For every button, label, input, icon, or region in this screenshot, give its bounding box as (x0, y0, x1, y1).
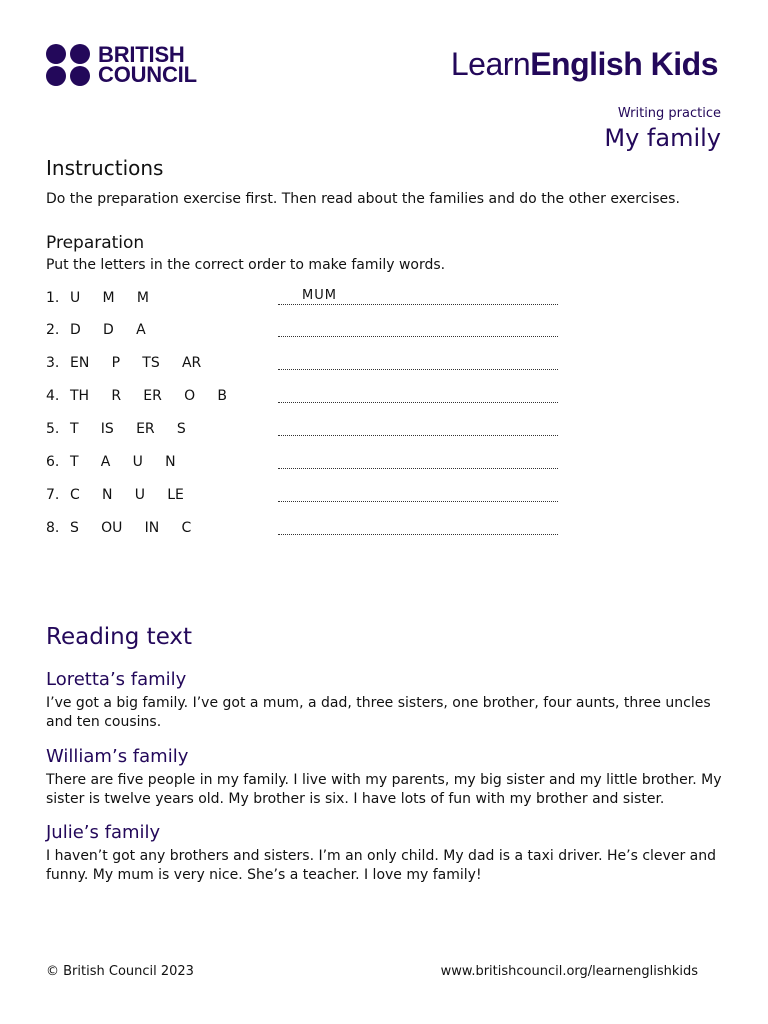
preparation-heading: Preparation (46, 233, 145, 253)
story-text: I’ve got a big family. I’ve got a mum, a dad, three sisters, one brother, four aunts, three uncles and ten cousins. (46, 695, 711, 730)
exercise-row (46, 322, 558, 344)
exercise-row (46, 421, 558, 443)
scrambled-letters: TH R ER O B (70, 388, 228, 404)
item-number: 2. (46, 322, 60, 338)
answer-line[interactable] (278, 534, 558, 535)
british-council-logo (46, 44, 197, 86)
item-number: 1. (46, 290, 60, 306)
logo-line-2: COUNCIL (98, 62, 197, 87)
item-number: 4. (46, 388, 60, 404)
answer-line[interactable] (278, 336, 558, 337)
scrambled-letters: T IS ER S (70, 421, 186, 437)
answer-line[interactable] (278, 304, 558, 305)
story-text: There are five people in my family. I live with my parents, my big sister and my little brother. My sister is twelve years old. My brother is six. I have lots of fun with my brother and sister. (46, 772, 722, 807)
learnenglishkids-logo (451, 46, 718, 83)
exercise-row (46, 388, 558, 410)
item-number: 7. (46, 487, 60, 503)
scrambled-letters: S OU IN C (70, 520, 192, 536)
story-title: William’s family (46, 746, 189, 767)
answer-line[interactable] (278, 501, 558, 502)
footer-url[interactable]: www.britishcouncil.org/learnenglishkids (440, 964, 698, 979)
page-subtitle: Writing practice (617, 106, 721, 121)
scrambled-letters: D D A (70, 322, 146, 338)
brand-part-1: Learn (450, 46, 531, 82)
instructions-heading: Instructions (46, 156, 164, 180)
logo-dots-icon (46, 44, 90, 86)
scrambled-letters: T A U N (70, 454, 176, 470)
exercise-row (46, 454, 558, 476)
answer-line[interactable] (278, 402, 558, 403)
scrambled-letters: U M M (70, 290, 149, 306)
story-text: I haven’t got any brothers and sisters. I’m an only child. My dad is a taxi driver. He’s clever and funny. My mum is very nice. She’s a teacher. I love my family! (46, 848, 716, 883)
answer-line[interactable] (278, 468, 558, 469)
item-number: 8. (46, 520, 60, 536)
reading-heading: Reading text (46, 624, 193, 650)
instructions-text: Do the preparation exercise first. Then read about the families and do the other exercises. (46, 191, 680, 207)
answer-line[interactable] (278, 369, 558, 370)
brand-part-2: English Kids (530, 46, 718, 82)
item-number: 3. (46, 355, 60, 371)
preparation-text: Put the letters in the correct order to make family words. (46, 257, 446, 273)
item-number: 5. (46, 421, 60, 437)
scrambled-letters: C N U LE (70, 487, 184, 503)
exercise-row (46, 290, 558, 312)
exercise-row (46, 520, 558, 542)
answer-line[interactable] (278, 435, 558, 436)
story-title: Julie’s family (46, 822, 161, 843)
logo-line-1: BRITISH (98, 42, 185, 67)
item-number: 6. (46, 454, 60, 470)
scrambled-letters: EN P TS AR (70, 355, 202, 371)
exercise-row (46, 355, 558, 377)
answer-text: MUM (302, 288, 337, 303)
page-title: My family (604, 124, 721, 152)
exercise-row (46, 487, 558, 509)
footer-copyright: © British Council 2023 (46, 964, 194, 979)
story-title: Loretta’s family (46, 669, 187, 690)
